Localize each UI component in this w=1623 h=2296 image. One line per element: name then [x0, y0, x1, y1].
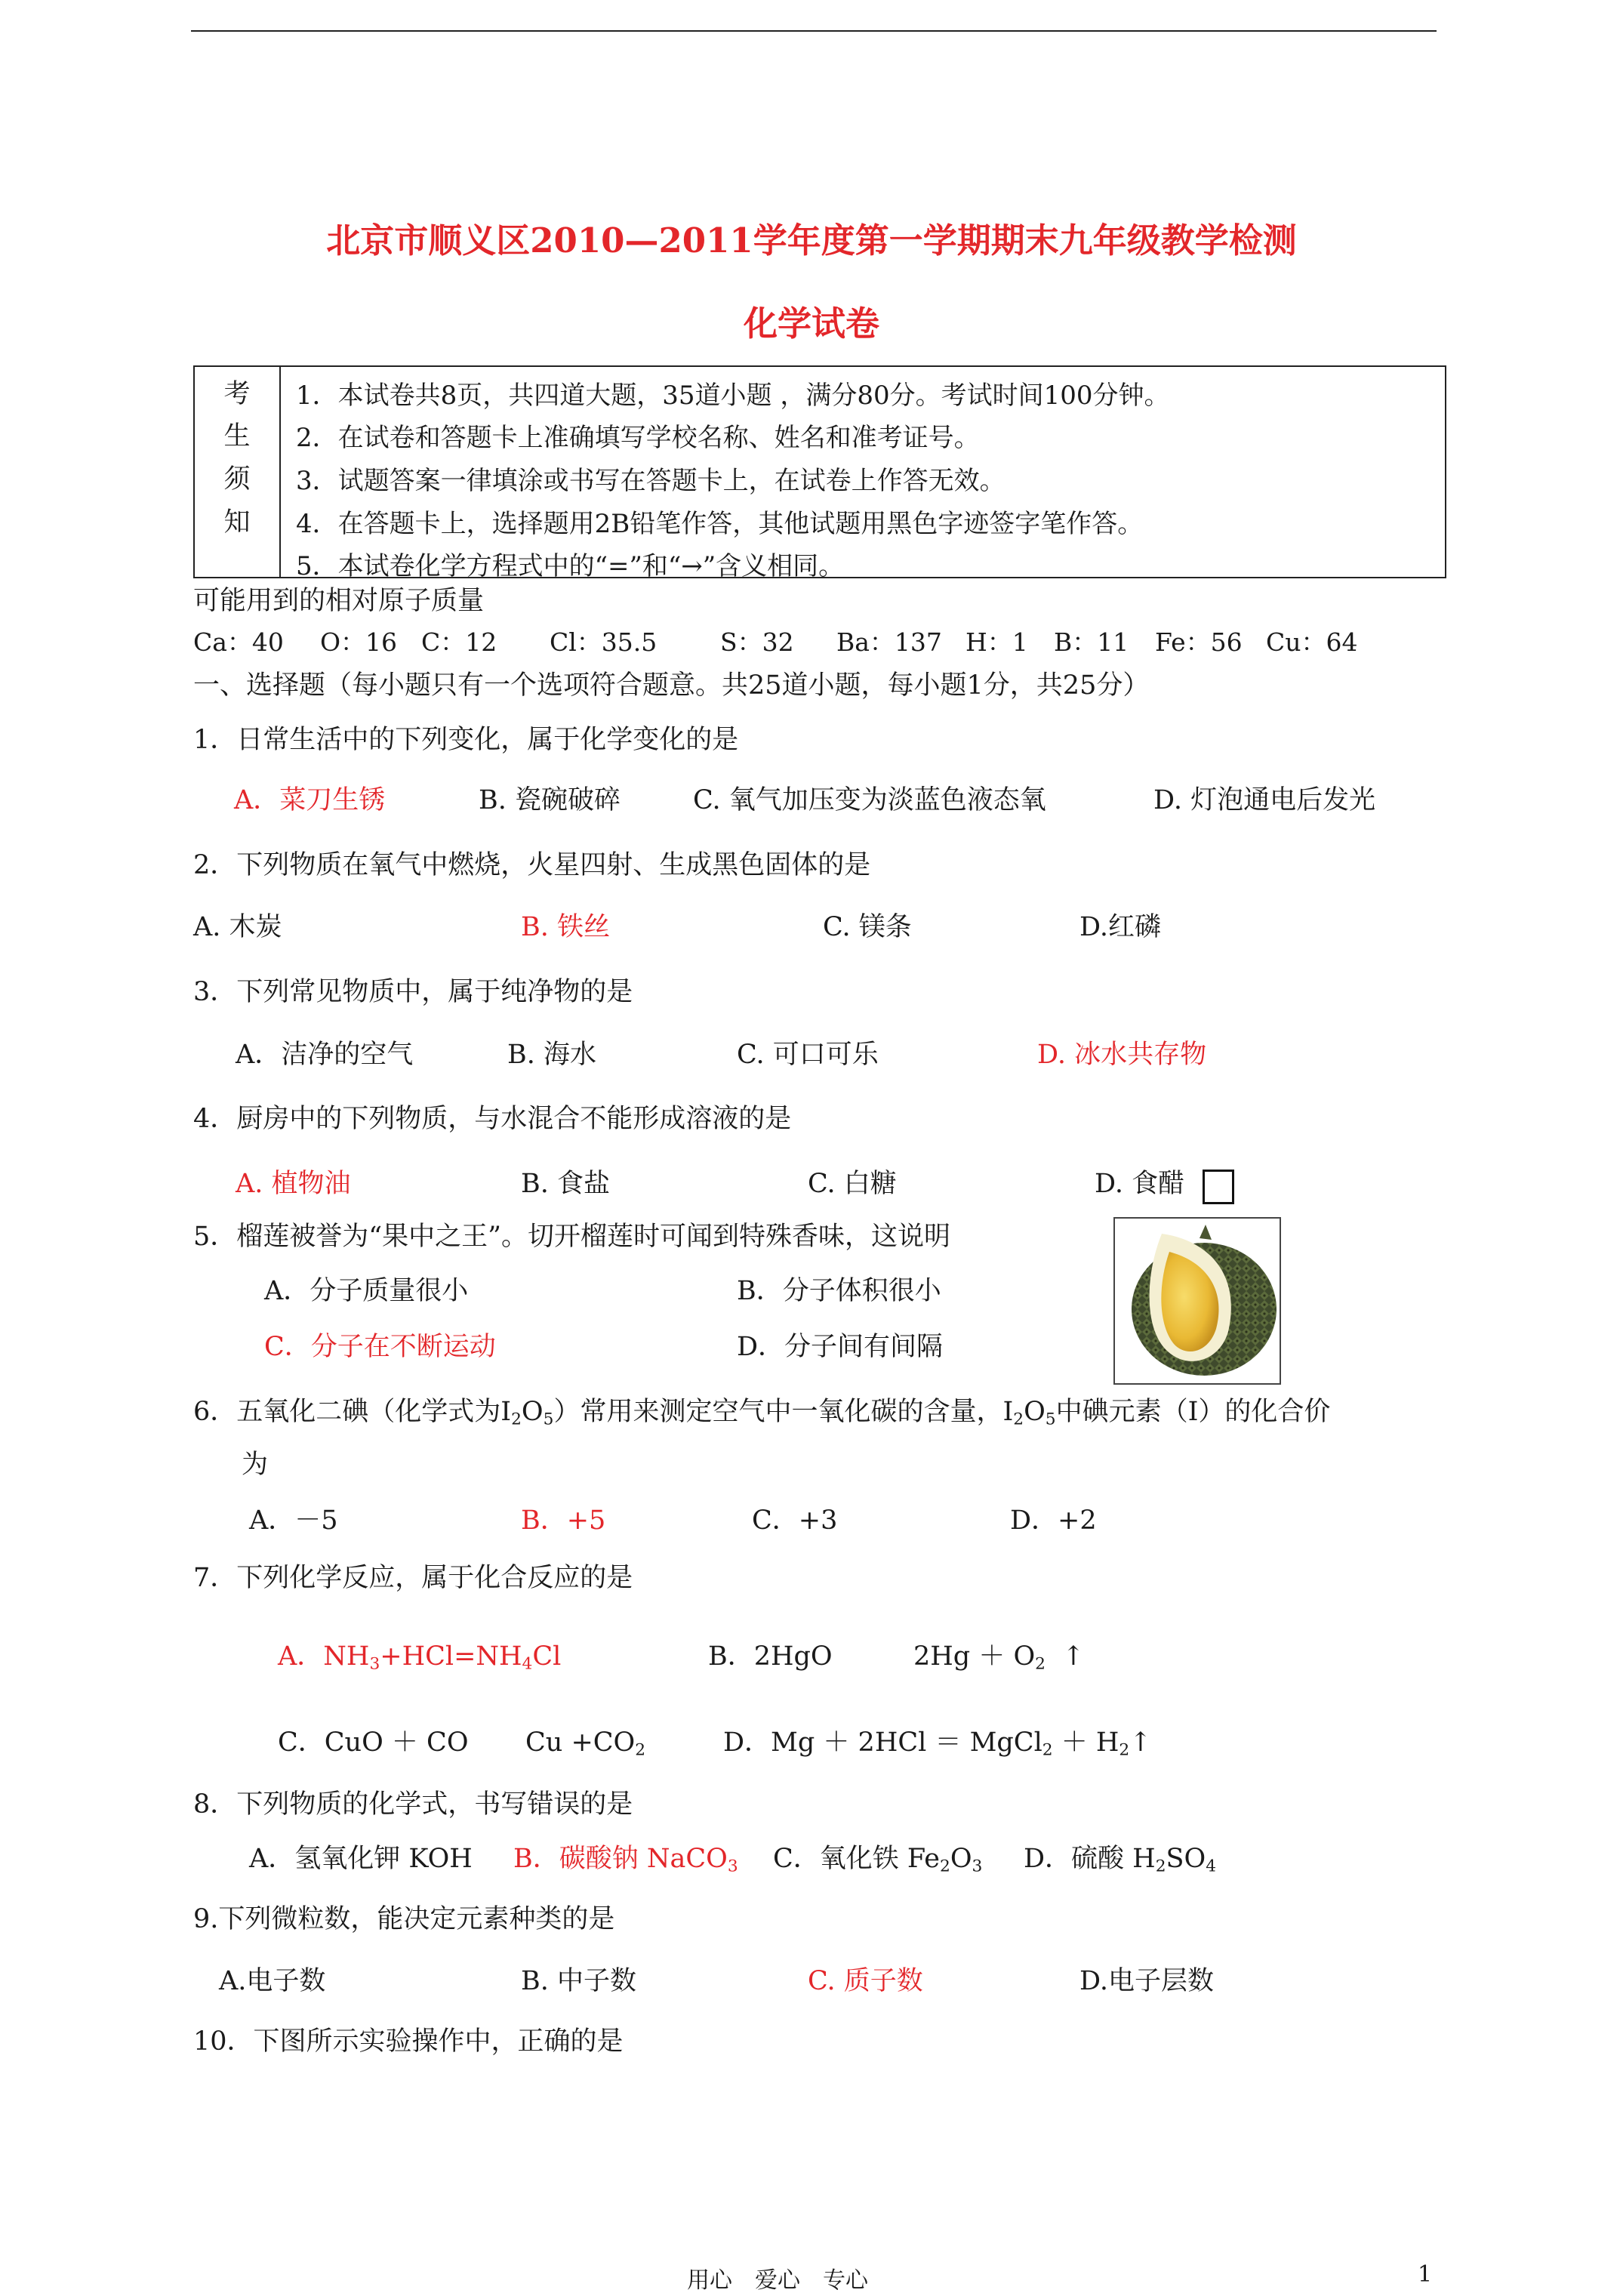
- answer-option-correct: B．+5: [521, 1505, 606, 1536]
- candidate-notice-table: [193, 365, 1446, 581]
- answer-option-correct: C．分子在不断运动: [264, 1332, 496, 1362]
- answer-option-correct: C. 质子数: [808, 1966, 923, 1996]
- page-number: 1: [1418, 2261, 1433, 2288]
- atomic-mass: Ca：40: [193, 627, 284, 657]
- answer-option: C．氧化铁 $Fe_2O_3$: [773, 1844, 983, 1876]
- answer-option: C. 白糖: [808, 1169, 897, 1199]
- answer-option: D.红磷: [1079, 912, 1161, 942]
- answer-option: A.电子数: [219, 1966, 326, 1996]
- section-heading: 一、选择题（每小题只有一个选项符合题意。共25道小题，每小题1分，共25分）: [193, 670, 1150, 701]
- exam-title: 北京市顺义区2010—2011学年度第一学期期末九年级教学检测: [326, 220, 1297, 260]
- answer-option: A．氢氧化钾 KOH: [249, 1844, 473, 1874]
- header-rule: [191, 30, 1437, 32]
- answer-option: C．+3: [752, 1505, 838, 1536]
- answer-option: D.电子层数: [1079, 1966, 1214, 1996]
- question-stem-cont: 为: [242, 1450, 269, 1480]
- durian-image: [1113, 1217, 1281, 1385]
- question-stem: 7．下列化学反应，属于化合反应的是: [193, 1563, 633, 1593]
- notice-label-char: 知: [223, 507, 251, 538]
- answer-option-correct: D. 冰水共存物: [1037, 1040, 1207, 1070]
- answer-option: C. 氧气加压变为淡蓝色液态氧: [693, 785, 1046, 815]
- answer-option: B. 海水: [507, 1040, 596, 1070]
- notice-label-char: 考: [223, 379, 251, 409]
- question-stem: 2．下列物质在氧气中燃烧，火星四射、生成黑色固体的是: [193, 850, 871, 880]
- answer-option: D．分子间有间隔: [737, 1332, 944, 1362]
- question-stem: 1．日常生活中的下列变化，属于化学变化的是: [193, 725, 739, 755]
- atomic-mass: Fe：56: [1155, 627, 1243, 657]
- answer-option-correct: A．$NH_3+HCl=NH_4Cl$: [278, 1641, 562, 1674]
- answer-option: D．Mg ＋ 2HCl ＝ MgCl$_2$ ＋ $H_2↑$: [723, 1727, 1152, 1760]
- answer-option: B. 食盐: [521, 1169, 610, 1199]
- notice-label-cell: [195, 367, 281, 577]
- answer-option: B．2HgO: [708, 1641, 833, 1672]
- answer-option: A．－5: [249, 1505, 338, 1536]
- atomic-mass: O：16: [320, 627, 398, 657]
- answer-option-correct: A. 植物油: [236, 1169, 351, 1199]
- answer-option: D．+2: [1010, 1505, 1097, 1536]
- atomic-mass: Cl：35.5: [550, 627, 658, 657]
- answer-option: B. 中子数: [521, 1966, 636, 1996]
- atomic-mass: Cu：64: [1266, 627, 1358, 657]
- answer-option: B．分子体积很小: [737, 1276, 941, 1306]
- atomic-mass: C：12: [421, 627, 497, 657]
- question-stem: 10．下图所示实验操作中，正确的是: [193, 2026, 624, 2057]
- question-stem: 4．厨房中的下列物质，与水混合不能形成溶液的是: [193, 1104, 792, 1134]
- notice-item: 5．本试卷化学方程式中的“=”和“→”含义相同。: [296, 551, 845, 581]
- answer-option: B. 瓷碗破碎: [479, 785, 621, 815]
- atomic-mass: B：11: [1054, 627, 1129, 657]
- answer-option: A. 木炭: [193, 912, 282, 942]
- notice-item: 4．在答题卡上，选择题用2B铅笔作答，其他试题用黑色字迹签字笔作答。: [296, 509, 1144, 539]
- answer-option-correct: B．碳酸钠 NaCO$_3$: [513, 1844, 738, 1876]
- answer-option: A．分子质量很小: [264, 1276, 469, 1306]
- answer-option-correct: A．菜刀生锈: [234, 785, 386, 815]
- answer-option: D. 灯泡通电后发光: [1153, 785, 1376, 815]
- atomic-mass-heading: 可能用到的相对原子质量: [193, 586, 485, 616]
- question-stem: 3．下列常见物质中，属于纯净物的是: [193, 977, 633, 1007]
- question-stem: 6．五氧化二碘（化学式为$I_2O_5$）常用来测定空气中一氧化碳的含量，$I_2O_5$中碘元素（I）的化合价: [193, 1397, 1331, 1429]
- question-stem: 8．下列物质的化学式，书写错误的是: [193, 1789, 633, 1820]
- atomic-mass: Ba：137: [836, 627, 942, 657]
- atomic-mass: S：32: [720, 627, 794, 657]
- durian-icon: [1115, 1219, 1280, 1383]
- exam-subject-title: 化学试卷: [743, 304, 879, 344]
- notice-item: 2．在试卷和答题卡上准确填写学校名称、姓名和准考证号。: [296, 423, 980, 453]
- answer-option-equation: $2Hg + O_2$ ↑: [913, 1641, 1085, 1674]
- notice-item: 1．本试卷共8页，共四道大题，35道小题 ，满分80分。考试时间100分钟。: [296, 381, 1170, 411]
- answer-option: D．硫酸 $H_2SO_4$: [1024, 1844, 1217, 1876]
- answer-option: C．CuO ＋ CO: [278, 1727, 469, 1758]
- question-stem: 5．榴莲被誉为“果中之王”。切开榴莲时可闻到特殊香味，这说明: [193, 1222, 951, 1252]
- notice-label-char: 须: [223, 464, 251, 495]
- question-stem: 9.下列微粒数，能决定元素种类的是: [193, 1904, 615, 1934]
- notice-item: 3．试题答案一律填涂或书写在答题卡上，在试卷上作答无效。: [296, 466, 1006, 496]
- answer-option: C. 镁条: [823, 912, 912, 942]
- answer-option: C. 可口可乐: [737, 1040, 879, 1070]
- answer-option-equation: $Cu +CO_2$: [525, 1727, 646, 1760]
- answer-option: D. 食醋: [1095, 1169, 1185, 1199]
- answer-option: A．洁净的空气: [236, 1040, 414, 1070]
- notice-label-char: 生: [223, 421, 251, 451]
- answer-option-correct: B. 铁丝: [521, 912, 610, 942]
- blank-square-icon: [1203, 1170, 1234, 1204]
- atomic-mass: H：1: [965, 627, 1028, 657]
- footer-motto: 用心 爱心 专心: [687, 2267, 868, 2294]
